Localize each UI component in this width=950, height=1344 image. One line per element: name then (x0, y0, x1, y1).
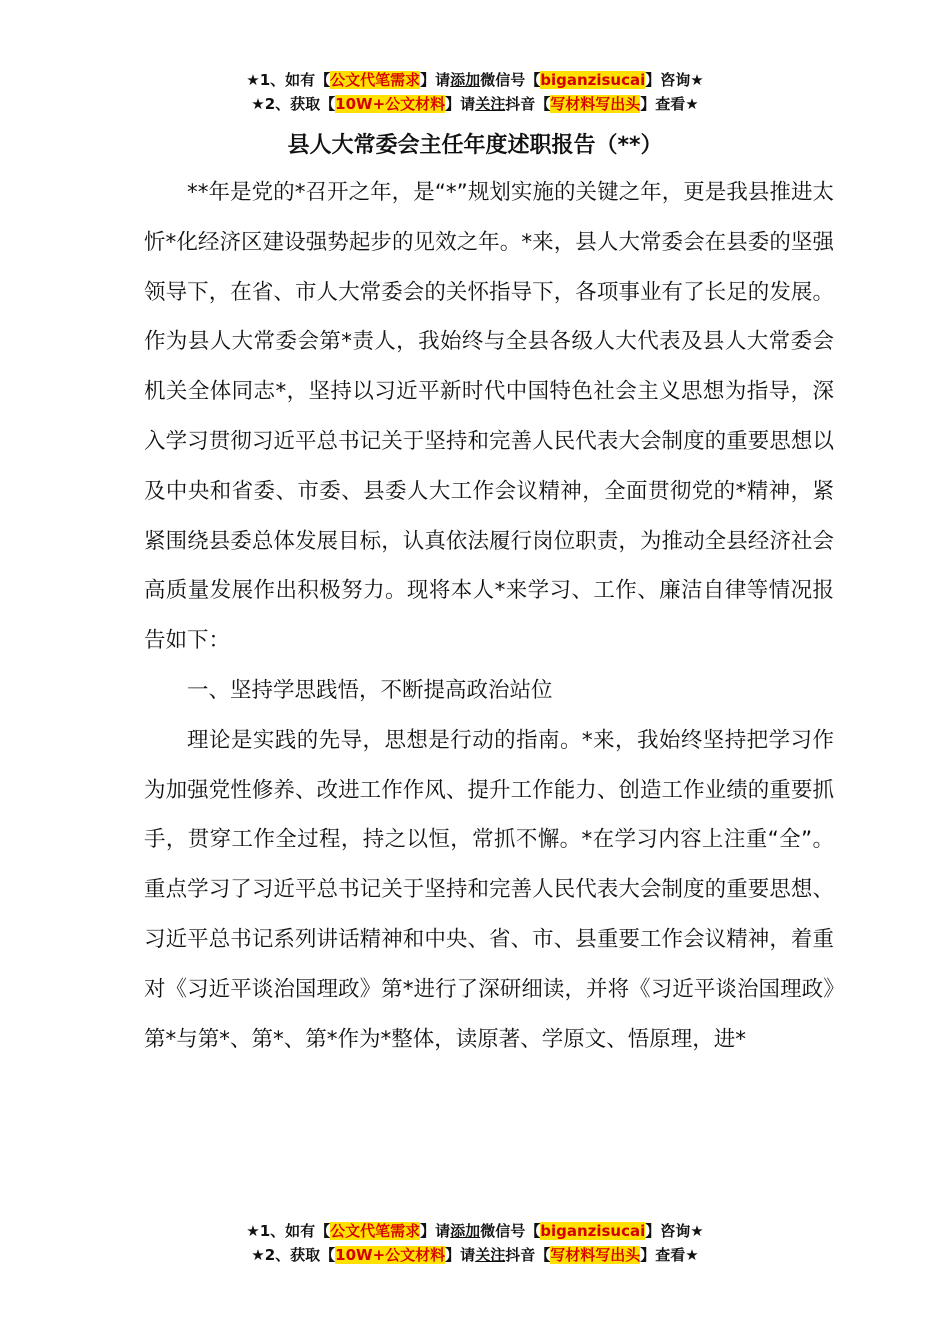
banner-text: 微信号【 (480, 71, 541, 89)
banner-text: 微信号【 (480, 1222, 541, 1240)
star-icon: ★ (685, 95, 699, 113)
banner-underlined: 添加 (450, 1222, 481, 1240)
star-icon: ★ (246, 1222, 260, 1240)
banner-highlight: 公文代笔需求 (330, 71, 421, 89)
banner-underlined: 关注 (475, 95, 506, 113)
document-body (144, 168, 834, 1064)
banner-text: 抖音【 (505, 95, 551, 113)
banner-highlight: 写材料写出头 (550, 1246, 641, 1264)
paragraph: **年是党的*召开之年，是“*”规划实施的关键之年，更是我县推进太忻*化经济区建设强势起步的见效之年。*来，县人大常委会在县委的坚强领导下，在省、市人大常委会的关怀指导下，各项事业有了长足的发展。作为县人大常委会第*责人，我始终与全县各级人大代表及县人大常委会机关全体同志*，坚持以习近平新时代中国特色社会主义思想为指导，深入学习贯彻习近平总书记关于坚持和完善人民代表大会制度的重要思想以及中央和省委、市委、县委人大工作会议精神，全面贯彻党的*精神，紧紧围绕县委总体发展目标，认真依法履行岗位职责，为推动全县经济社会高质量发展作出积极努力。现将本人*来学习、工作、廉洁自律等情况报告如下： (144, 180, 834, 654)
header-banner (0, 68, 950, 116)
document-title: 县人大常委会主任年度述职报告（**） (287, 133, 663, 158)
banner-text: 】请 (420, 71, 451, 89)
paragraph: 理论是实践的先导，思想是行动的指南。*来，我始终坚持把学习作为加强党性修养、改进工作作风、提升工作能力、创造工作业绩的重要抓手，贯穿工作全过程，持之以恒，常抓不懈。*在学习内容上注重“全”。重点学习了习近平总书记关于坚持和完善人民代表大会制度的重要思想、习近平总书记系列讲话精神和中央、省、市、县重要工作会议精神，着重对《习近平谈治国理政》第*进行了深研细读，并将《习近平谈治国理政》第*与第*、第*、第*作为*整体，读原著、学原文、悟原理，进* (144, 727, 834, 1052)
banner-highlight: 10W+公文材料 (335, 1246, 446, 1264)
banner-text: 】查看 (640, 95, 686, 113)
banner-line-1 (0, 68, 950, 92)
banner-line-2 (0, 1243, 950, 1267)
banner-text: 1、如有【 (259, 71, 331, 89)
footer-banner (0, 1219, 950, 1267)
star-icon: ★ (690, 1222, 704, 1240)
section-heading: 一、坚持学思践悟，不断提高政治站位 (187, 677, 553, 703)
star-icon: ★ (251, 1246, 265, 1264)
banner-line-2 (0, 92, 950, 116)
banner-text: 抖音【 (505, 1246, 551, 1264)
banner-highlight: 写材料写出头 (550, 95, 641, 113)
banner-text: 1、如有【 (259, 1222, 331, 1240)
banner-highlight: 10W+公文材料 (335, 95, 446, 113)
banner-text: 】请 (445, 1246, 476, 1264)
star-icon: ★ (685, 1246, 699, 1264)
banner-highlight: 公文代笔需求 (330, 1222, 421, 1240)
star-icon: ★ (246, 71, 260, 89)
star-icon: ★ (690, 71, 704, 89)
banner-highlight: biganzisucai (540, 71, 646, 89)
banner-text: 2、获取【 (264, 1246, 336, 1264)
banner-text: 】查看 (640, 1246, 686, 1264)
banner-text: 】咨询 (645, 71, 691, 89)
banner-underlined: 关注 (475, 1246, 506, 1264)
banner-text: 2、获取【 (264, 95, 336, 113)
banner-underlined: 添加 (450, 71, 481, 89)
star-icon: ★ (251, 95, 265, 113)
banner-text: 】请 (420, 1222, 451, 1240)
banner-text: 】请 (445, 95, 476, 113)
banner-text: 】咨询 (645, 1222, 691, 1240)
banner-highlight: biganzisucai (540, 1222, 646, 1240)
banner-line-1 (0, 1219, 950, 1243)
